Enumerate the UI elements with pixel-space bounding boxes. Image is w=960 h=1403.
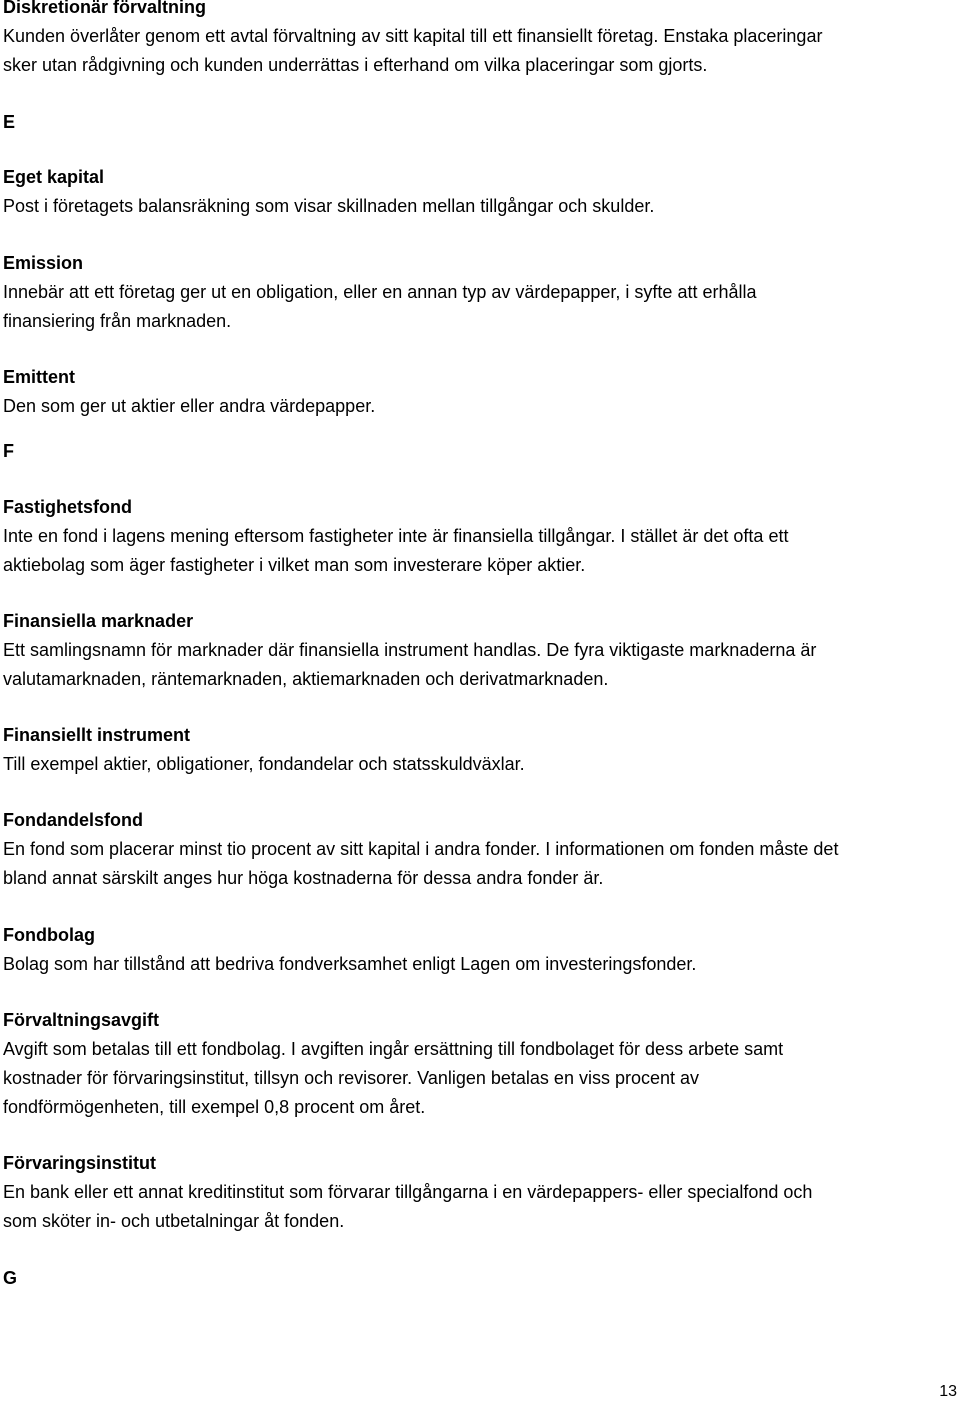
term-heading: Fondandelsfond	[3, 810, 143, 830]
term-definition: Post i företagets balansräkning som visar skillnaden mellan tillgångar och skulder.	[3, 196, 655, 216]
term-heading: Förvaltningsavgift	[3, 1010, 160, 1030]
letter-section-f	[3, 437, 14, 466]
glossary-entry	[3, 163, 654, 221]
term-heading: Finansiellt instrument	[3, 725, 191, 745]
term-definition: En bank eller ett annat kreditinstitut som förvarar tillgångarna i en värdepappers- eller specialfond och som sköter in- och utbetalningar åt fonden.	[3, 1182, 813, 1231]
glossary-entry	[3, 363, 375, 421]
term-definition: Bolag som har tillstånd att bedriva fondverksamhet enligt Lagen om investeringsfonder.	[3, 954, 697, 974]
term-heading: Diskretionär förvaltning	[3, 0, 207, 17]
term-heading: Emittent	[3, 367, 75, 387]
letter-section-e	[3, 108, 15, 137]
term-definition: Inte en fond i lagens mening eftersom fastigheter inte är finansiella tillgångar. I stället är det ofta ett aktiebolag som äger fastigheter i vilket man som investerare köper aktier.	[3, 526, 789, 575]
section-letter: G	[3, 1268, 18, 1288]
glossary-entry	[3, 721, 525, 779]
glossary-entry	[3, 1149, 812, 1236]
glossary-entry	[3, 249, 757, 336]
term-heading: Eget kapital	[3, 167, 105, 187]
glossary-entry	[3, 493, 788, 580]
term-heading: Emission	[3, 253, 84, 273]
letter-section-g	[3, 1264, 17, 1293]
term-definition: Till exempel aktier, obligationer, fondandelar och statsskuldväxlar.	[3, 754, 525, 774]
section-letter: F	[3, 441, 14, 461]
page-number: 13	[939, 1383, 957, 1400]
term-heading: Fondbolag	[3, 925, 95, 945]
term-definition: Ett samlingsnamn för marknader där finansiella instrument handlas. De fyra viktigaste marknaderna är valutamarknaden, räntemarknaden, aktiemarknaden och derivatmarknaden.	[3, 640, 817, 689]
term-definition: Den som ger ut aktier eller andra värdepapper.	[3, 396, 376, 416]
glossary-entry	[3, 806, 838, 893]
glossary-entry	[3, 921, 696, 979]
term-definition: En fond som placerar minst tio procent av sitt kapital i andra fonder. I informationen om fonden måste det bland annat särskilt anges hur höga kostnaderna för dessa andra fonder är.	[3, 839, 839, 888]
glossary-entry	[3, 0, 822, 80]
term-heading: Fastighetsfond	[3, 497, 132, 517]
glossary-entry	[3, 607, 816, 694]
term-heading: Förvaringsinstitut	[3, 1153, 157, 1173]
term-definition: Avgift som betalas till ett fondbolag. I avgiften ingår ersättning till fondbolaget för dess arbete samt kostnader för förvaringsinstitut, tillsyn och revisorer. Vanligen betalas en viss procent av fondförmögenheten, till exempel 0,8 procent om året.	[3, 1039, 784, 1117]
glossary-entry	[3, 1006, 783, 1122]
section-letter: E	[3, 112, 16, 132]
term-heading: Finansiella marknader	[3, 611, 194, 631]
term-definition: Kunden överlåter genom ett avtal förvaltning av sitt kapital till ett finansiellt företag. Enstaka placeringar sker utan rådgivning och kunden underrättas i efterhand om vilka placeringar som gjorts.	[3, 26, 823, 75]
term-definition: Innebär att ett företag ger ut en obligation, eller en annan typ av värdepapper, i syfte att erhålla finansiering från marknaden.	[3, 282, 757, 331]
